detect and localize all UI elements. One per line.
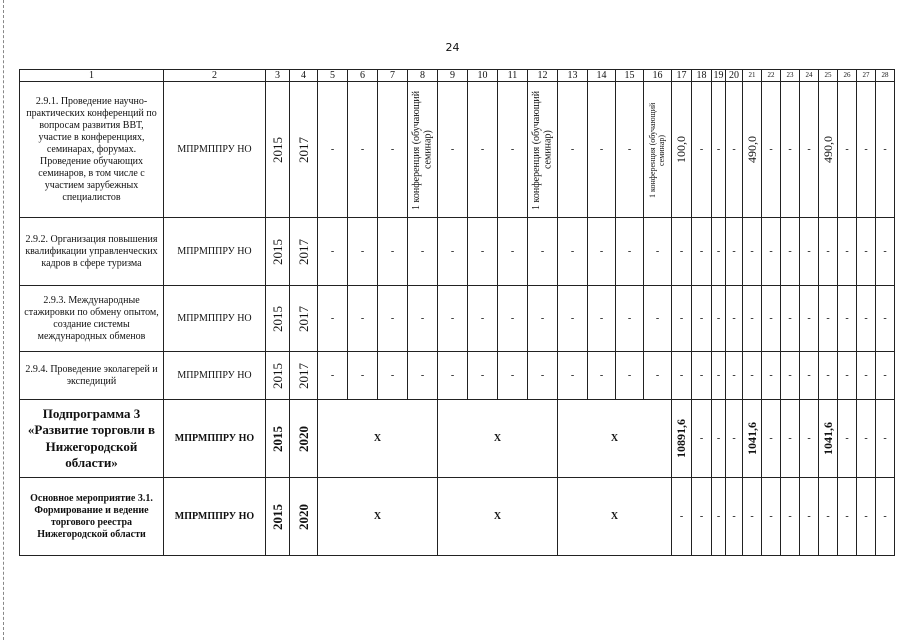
activity-name: Основное мероприятие 3.1. Формирование и ведение торгового реестра Нижегородской области <box>20 478 164 556</box>
header-cell: 5 <box>318 70 348 82</box>
start-year-text: 2015 <box>269 425 285 452</box>
value-cell-text: 490,0 <box>744 136 759 163</box>
value-cell: - <box>616 218 644 286</box>
value-cell: - <box>762 400 781 478</box>
value-cell: - <box>644 352 672 400</box>
table-row <box>20 286 895 352</box>
value-cell: - <box>726 352 743 400</box>
value-cell: - <box>438 82 468 218</box>
header-cell: 6 <box>348 70 378 82</box>
value-cell: - <box>876 478 895 556</box>
header-row <box>20 70 895 82</box>
x-cell: X <box>438 400 558 478</box>
value-cell: - <box>712 286 726 352</box>
page-edge-line <box>0 0 4 640</box>
value-cell: - <box>743 352 762 400</box>
value-cell: - <box>348 218 378 286</box>
end-year <box>290 286 318 352</box>
value-cell: - <box>348 82 378 218</box>
end-year-text: 2017 <box>295 305 311 332</box>
value-cell: - <box>468 352 498 400</box>
executor-cell: МПРМППРУ НО <box>164 82 266 218</box>
value-cell: - <box>616 352 644 400</box>
value-cell: - <box>528 218 558 286</box>
value-cell: - <box>876 218 895 286</box>
end-year <box>290 400 318 478</box>
start-year-text: 2015 <box>269 238 285 265</box>
value-cell: - <box>781 478 800 556</box>
value-cell: - <box>762 352 781 400</box>
value-cell: - <box>378 82 408 218</box>
value-cell <box>819 82 838 218</box>
start-year-text: 2015 <box>269 362 285 389</box>
value-cell: - <box>438 352 468 400</box>
value-cell: - <box>588 218 616 286</box>
header-cell: 2 <box>164 70 266 82</box>
value-cell: - <box>712 82 726 218</box>
start-year <box>266 82 290 218</box>
value-cell-text: 490,0 <box>820 136 835 163</box>
value-cell: - <box>838 478 857 556</box>
value-cell: - <box>800 286 819 352</box>
value-cell: - <box>498 218 528 286</box>
x-cell: X <box>318 478 438 556</box>
value-cell: - <box>800 352 819 400</box>
value-cell: - <box>498 82 528 218</box>
value-cell: - <box>781 218 800 286</box>
subprogram-row <box>20 400 895 478</box>
start-year <box>266 286 290 352</box>
value-cell <box>819 400 838 478</box>
value-cell <box>672 400 692 478</box>
value-cell: - <box>588 82 616 218</box>
header-cell: 16 <box>644 70 672 82</box>
start-year <box>266 352 290 400</box>
value-cell: - <box>616 82 644 218</box>
value-cell: - <box>318 82 348 218</box>
value-cell <box>644 82 672 218</box>
executor-cell: МПРМППРУ НО <box>164 352 266 400</box>
start-year <box>266 218 290 286</box>
end-year-text: 2020 <box>295 503 311 530</box>
table-row <box>20 352 895 400</box>
x-cell: X <box>558 478 672 556</box>
value-cell: - <box>762 286 781 352</box>
value-cell: - <box>800 82 819 218</box>
value-cell: - <box>558 352 588 400</box>
activity-name: 2.9.3. Международные стажировки по обмену опытом, создание системы международных обменов <box>20 286 164 352</box>
value-cell: - <box>692 352 712 400</box>
executor-cell: МПРМППРУ НО <box>164 400 266 478</box>
header-cell: 8 <box>408 70 438 82</box>
value-cell: - <box>692 400 712 478</box>
end-year-text: 2020 <box>295 425 311 452</box>
value-cell: - <box>857 218 876 286</box>
value-cell-text: 1041,6 <box>820 422 835 455</box>
start-year <box>266 478 290 556</box>
value-cell: - <box>838 400 857 478</box>
value-cell: - <box>438 218 468 286</box>
header-cell: 12 <box>528 70 558 82</box>
header-cell: 15 <box>616 70 644 82</box>
header-cell: 22 <box>762 70 781 82</box>
value-cell: - <box>857 352 876 400</box>
x-cell: X <box>318 400 438 478</box>
header-cell: 1 <box>20 70 164 82</box>
header-cell: 3 <box>266 70 290 82</box>
value-cell: - <box>318 352 348 400</box>
value-cell: - <box>712 352 726 400</box>
value-cell: - <box>726 218 743 286</box>
value-cell: - <box>800 218 819 286</box>
value-cell: - <box>558 82 588 218</box>
value-cell: - <box>743 478 762 556</box>
table-row <box>20 218 895 286</box>
value-cell: - <box>857 400 876 478</box>
value-cell: - <box>378 352 408 400</box>
start-year-text: 2015 <box>269 136 285 163</box>
value-cell: - <box>468 286 498 352</box>
header-cell: 13 <box>558 70 588 82</box>
value-cell: - <box>712 400 726 478</box>
value-cell: - <box>438 286 468 352</box>
value-cell: - <box>781 352 800 400</box>
value-cell: - <box>378 218 408 286</box>
end-year <box>290 352 318 400</box>
x-cell: X <box>438 478 558 556</box>
value-cell: - <box>819 286 838 352</box>
value-cell: - <box>408 352 438 400</box>
header-cell: 26 <box>838 70 857 82</box>
header-cell: 23 <box>781 70 800 82</box>
page-number: 24 <box>445 41 460 54</box>
header-cell: 27 <box>857 70 876 82</box>
value-cell: - <box>468 82 498 218</box>
value-cell: - <box>558 218 588 286</box>
value-cell: - <box>528 352 558 400</box>
value-cell: - <box>468 218 498 286</box>
value-cell: - <box>800 478 819 556</box>
value-cell: - <box>408 286 438 352</box>
value-cell: - <box>838 82 857 218</box>
end-year-text: 2017 <box>295 136 311 163</box>
start-year-text: 2015 <box>269 503 285 530</box>
value-cell: - <box>726 82 743 218</box>
value-cell: - <box>762 82 781 218</box>
x-cell: X <box>558 400 672 478</box>
value-cell: - <box>712 218 726 286</box>
start-year-text: 2015 <box>269 305 285 332</box>
activity-name: 2.9.1. Проведение научно-практических конференций по вопросам развития ВВТ, участие в конференциях, семинарах, форумах. Проведение обучающих семинаров, в том числе с участием зарубежных специалистов <box>20 82 164 218</box>
value-cell <box>672 82 692 218</box>
activity-name: 2.9.4. Проведение эколагерей и экспедиций <box>20 352 164 400</box>
value-cell: - <box>588 286 616 352</box>
value-cell: - <box>692 82 712 218</box>
value-cell: - <box>838 218 857 286</box>
header-cell: 4 <box>290 70 318 82</box>
main-event-row <box>20 478 895 556</box>
value-cell: - <box>672 478 692 556</box>
value-cell <box>743 82 762 218</box>
header-cell: 14 <box>588 70 616 82</box>
header-cell: 9 <box>438 70 468 82</box>
value-cell: - <box>762 218 781 286</box>
end-year <box>290 82 318 218</box>
value-cell: - <box>348 352 378 400</box>
value-cell: - <box>692 286 712 352</box>
value-cell: - <box>726 400 743 478</box>
value-cell: - <box>712 478 726 556</box>
value-cell: - <box>616 286 644 352</box>
header-cell: 10 <box>468 70 498 82</box>
value-cell: - <box>838 286 857 352</box>
value-cell: - <box>726 286 743 352</box>
activity-name: 2.9.2. Организация повышения квалификации управленческих кадров в сфере туризма <box>20 218 164 286</box>
value-cell: - <box>781 286 800 352</box>
value-cell: - <box>588 352 616 400</box>
value-cell: - <box>800 400 819 478</box>
header-cell: 7 <box>378 70 408 82</box>
value-cell: - <box>692 218 712 286</box>
header-cell: 19 <box>713 70 724 81</box>
value-cell: - <box>408 218 438 286</box>
value-cell: - <box>819 352 838 400</box>
value-cell: - <box>378 286 408 352</box>
value-cell: - <box>781 400 800 478</box>
header-cell: 21 <box>743 70 762 82</box>
value-cell: - <box>743 286 762 352</box>
value-cell-text: 1 конференция (обучающий семинар) <box>531 89 554 210</box>
value-cell: - <box>644 286 672 352</box>
value-cell: - <box>318 286 348 352</box>
value-cell: - <box>726 478 743 556</box>
end-year <box>290 218 318 286</box>
value-cell: - <box>876 286 895 352</box>
value-cell: - <box>528 286 558 352</box>
table-row <box>20 82 895 218</box>
start-year <box>266 400 290 478</box>
value-cell-text: 1 конференция (обучающий семинар) <box>411 89 434 210</box>
header-cell: 25 <box>819 70 838 82</box>
value-cell: - <box>781 82 800 218</box>
value-cell: - <box>838 352 857 400</box>
value-cell-text: 100,0 <box>674 136 689 163</box>
executor-cell: МПРМППРУ НО <box>164 286 266 352</box>
value-cell <box>743 400 762 478</box>
executor-cell: МПРМППРУ НО <box>164 218 266 286</box>
value-cell: - <box>318 218 348 286</box>
activity-name: Подпрограмма 3 «Развитие торговли в Нижегородской области» <box>20 400 164 478</box>
value-cell <box>408 82 438 218</box>
end-year-text: 2017 <box>295 238 311 265</box>
header-cell: 24 <box>800 70 819 82</box>
program-table <box>19 69 895 556</box>
value-cell: - <box>857 286 876 352</box>
value-cell-text: 1041,6 <box>744 422 759 455</box>
value-cell: - <box>672 286 692 352</box>
value-cell: - <box>672 352 692 400</box>
header-cell: 18 <box>692 70 712 82</box>
value-cell-text: 10891,6 <box>674 419 689 458</box>
value-cell-text: 1 конференция (обучающий семинар) <box>647 101 666 198</box>
value-cell: - <box>558 286 588 352</box>
value-cell: - <box>672 218 692 286</box>
value-cell: - <box>876 400 895 478</box>
value-cell: - <box>348 286 378 352</box>
value-cell: - <box>692 478 712 556</box>
value-cell: - <box>498 352 528 400</box>
value-cell: - <box>876 352 895 400</box>
value-cell: - <box>876 82 895 218</box>
value-cell: - <box>498 286 528 352</box>
value-cell: - <box>857 478 876 556</box>
header-cell: 17 <box>672 70 692 82</box>
value-cell: - <box>743 218 762 286</box>
value-cell: - <box>857 82 876 218</box>
value-cell: - <box>762 478 781 556</box>
value-cell: - <box>819 218 838 286</box>
header-cell: 20 <box>726 70 743 82</box>
value-cell: - <box>644 218 672 286</box>
value-cell <box>528 82 558 218</box>
end-year <box>290 478 318 556</box>
header-cell: 28 <box>876 70 895 82</box>
end-year-text: 2017 <box>295 362 311 389</box>
header-cell: 11 <box>498 70 528 82</box>
value-cell: - <box>819 478 838 556</box>
executor-cell: МПРМППРУ НО <box>164 478 266 556</box>
